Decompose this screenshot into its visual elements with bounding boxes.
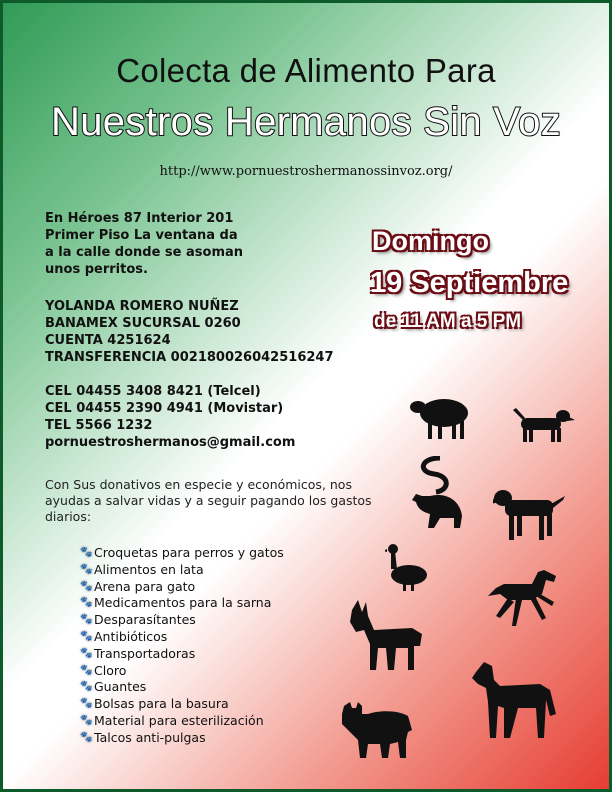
paw-icon: 🐾: [80, 630, 93, 642]
paw-icon: 🐾: [80, 563, 93, 575]
bank-block: [45, 298, 365, 366]
goose-icon: [385, 543, 431, 593]
event-time: de 11 AM a 5 PM: [374, 311, 522, 332]
title-line-2: Nuestros Hermanos Sin Voz: [51, 100, 561, 144]
paw-icon: 🐾: [80, 681, 93, 693]
sheep-icon: [408, 393, 474, 443]
list-item: 🐾 Desparasítantes: [80, 612, 196, 628]
address-block: [45, 210, 305, 278]
paw-icon: 🐾: [80, 714, 93, 726]
dog-icon: [493, 486, 565, 542]
list-item: 🐾 Guantes: [80, 679, 147, 695]
intro-text: Con Sus donativos en especie y económicos, nos ayudas a salvar vidas y a seguir pagando los gastos diarios:: [45, 477, 372, 524]
donation-list: [80, 545, 284, 747]
dachshund-icon: [513, 406, 575, 444]
paw-icon: 🐾: [80, 664, 93, 676]
cat-icon: [410, 456, 468, 530]
pony-icon: [470, 660, 558, 740]
contact-block: [45, 383, 345, 451]
list-item: 🐾 Alimentos en lata: [80, 561, 204, 577]
bank-branch-line: BANAMEX SUCURSAL 0260: [45, 316, 241, 331]
phone-telcel: CEL 04455 3408 8421 (Telcel): [45, 384, 261, 399]
list-item: 🐾 Medicamentos para la sarna: [80, 595, 272, 611]
paw-icon: 🐾: [80, 547, 93, 558]
donkey-icon: [350, 600, 424, 672]
phone-movistar: CEL 04455 2390 4941 (Movistar): [45, 401, 284, 416]
list-item: 🐾 Arena para gato: [80, 578, 196, 594]
event-date: 19 Septiembre: [370, 267, 569, 299]
paw-icon: 🐾: [80, 614, 93, 626]
bank-account-line: CUENTA 4251624: [45, 333, 171, 348]
list-item: 🐾 Croquetas para perros y gatos: [80, 545, 284, 560]
list-item: 🐾 Cloro: [80, 662, 127, 678]
list-item: 🐾 Material para esterilización: [80, 712, 264, 728]
paw-icon: 🐾: [80, 698, 93, 710]
paw-icon: 🐾: [80, 580, 93, 592]
paw-icon: 🐾: [80, 731, 93, 743]
bank-transfer-line: TRANSFERENCIA 002180026042516247: [45, 350, 334, 365]
address-line: unos perritos.: [45, 262, 148, 277]
list-item: 🐾 Transportadoras: [80, 645, 196, 661]
list-item: 🐾 Bolsas para la basura: [80, 696, 229, 712]
list-item: 🐾 Talcos anti-pulgas: [80, 729, 206, 745]
phone-landline: TEL 5566 1232: [45, 418, 153, 433]
email-address[interactable]: pornuestroshermanos@gmail.com: [45, 435, 296, 450]
title-line-1: Colecta de Alimento Para: [116, 52, 496, 89]
horse-icon: [482, 566, 562, 636]
address-line: En Héroes 87 Interior 201: [45, 211, 234, 226]
paw-icon: 🐾: [80, 647, 93, 659]
bull-icon: [340, 700, 414, 760]
address-line: a la calle donde se asoman: [45, 245, 244, 260]
bank-name-line: YOLANDA ROMERO NUÑEZ: [45, 299, 239, 314]
address-line: Primer Piso La ventana da: [45, 228, 238, 243]
list-item: 🐾 Antibióticos: [80, 628, 168, 644]
event-day: Domingo: [372, 226, 489, 256]
paw-icon: 🐾: [80, 597, 93, 609]
website-url[interactable]: http://www.pornuestroshermanossinvoz.org/: [159, 164, 453, 179]
